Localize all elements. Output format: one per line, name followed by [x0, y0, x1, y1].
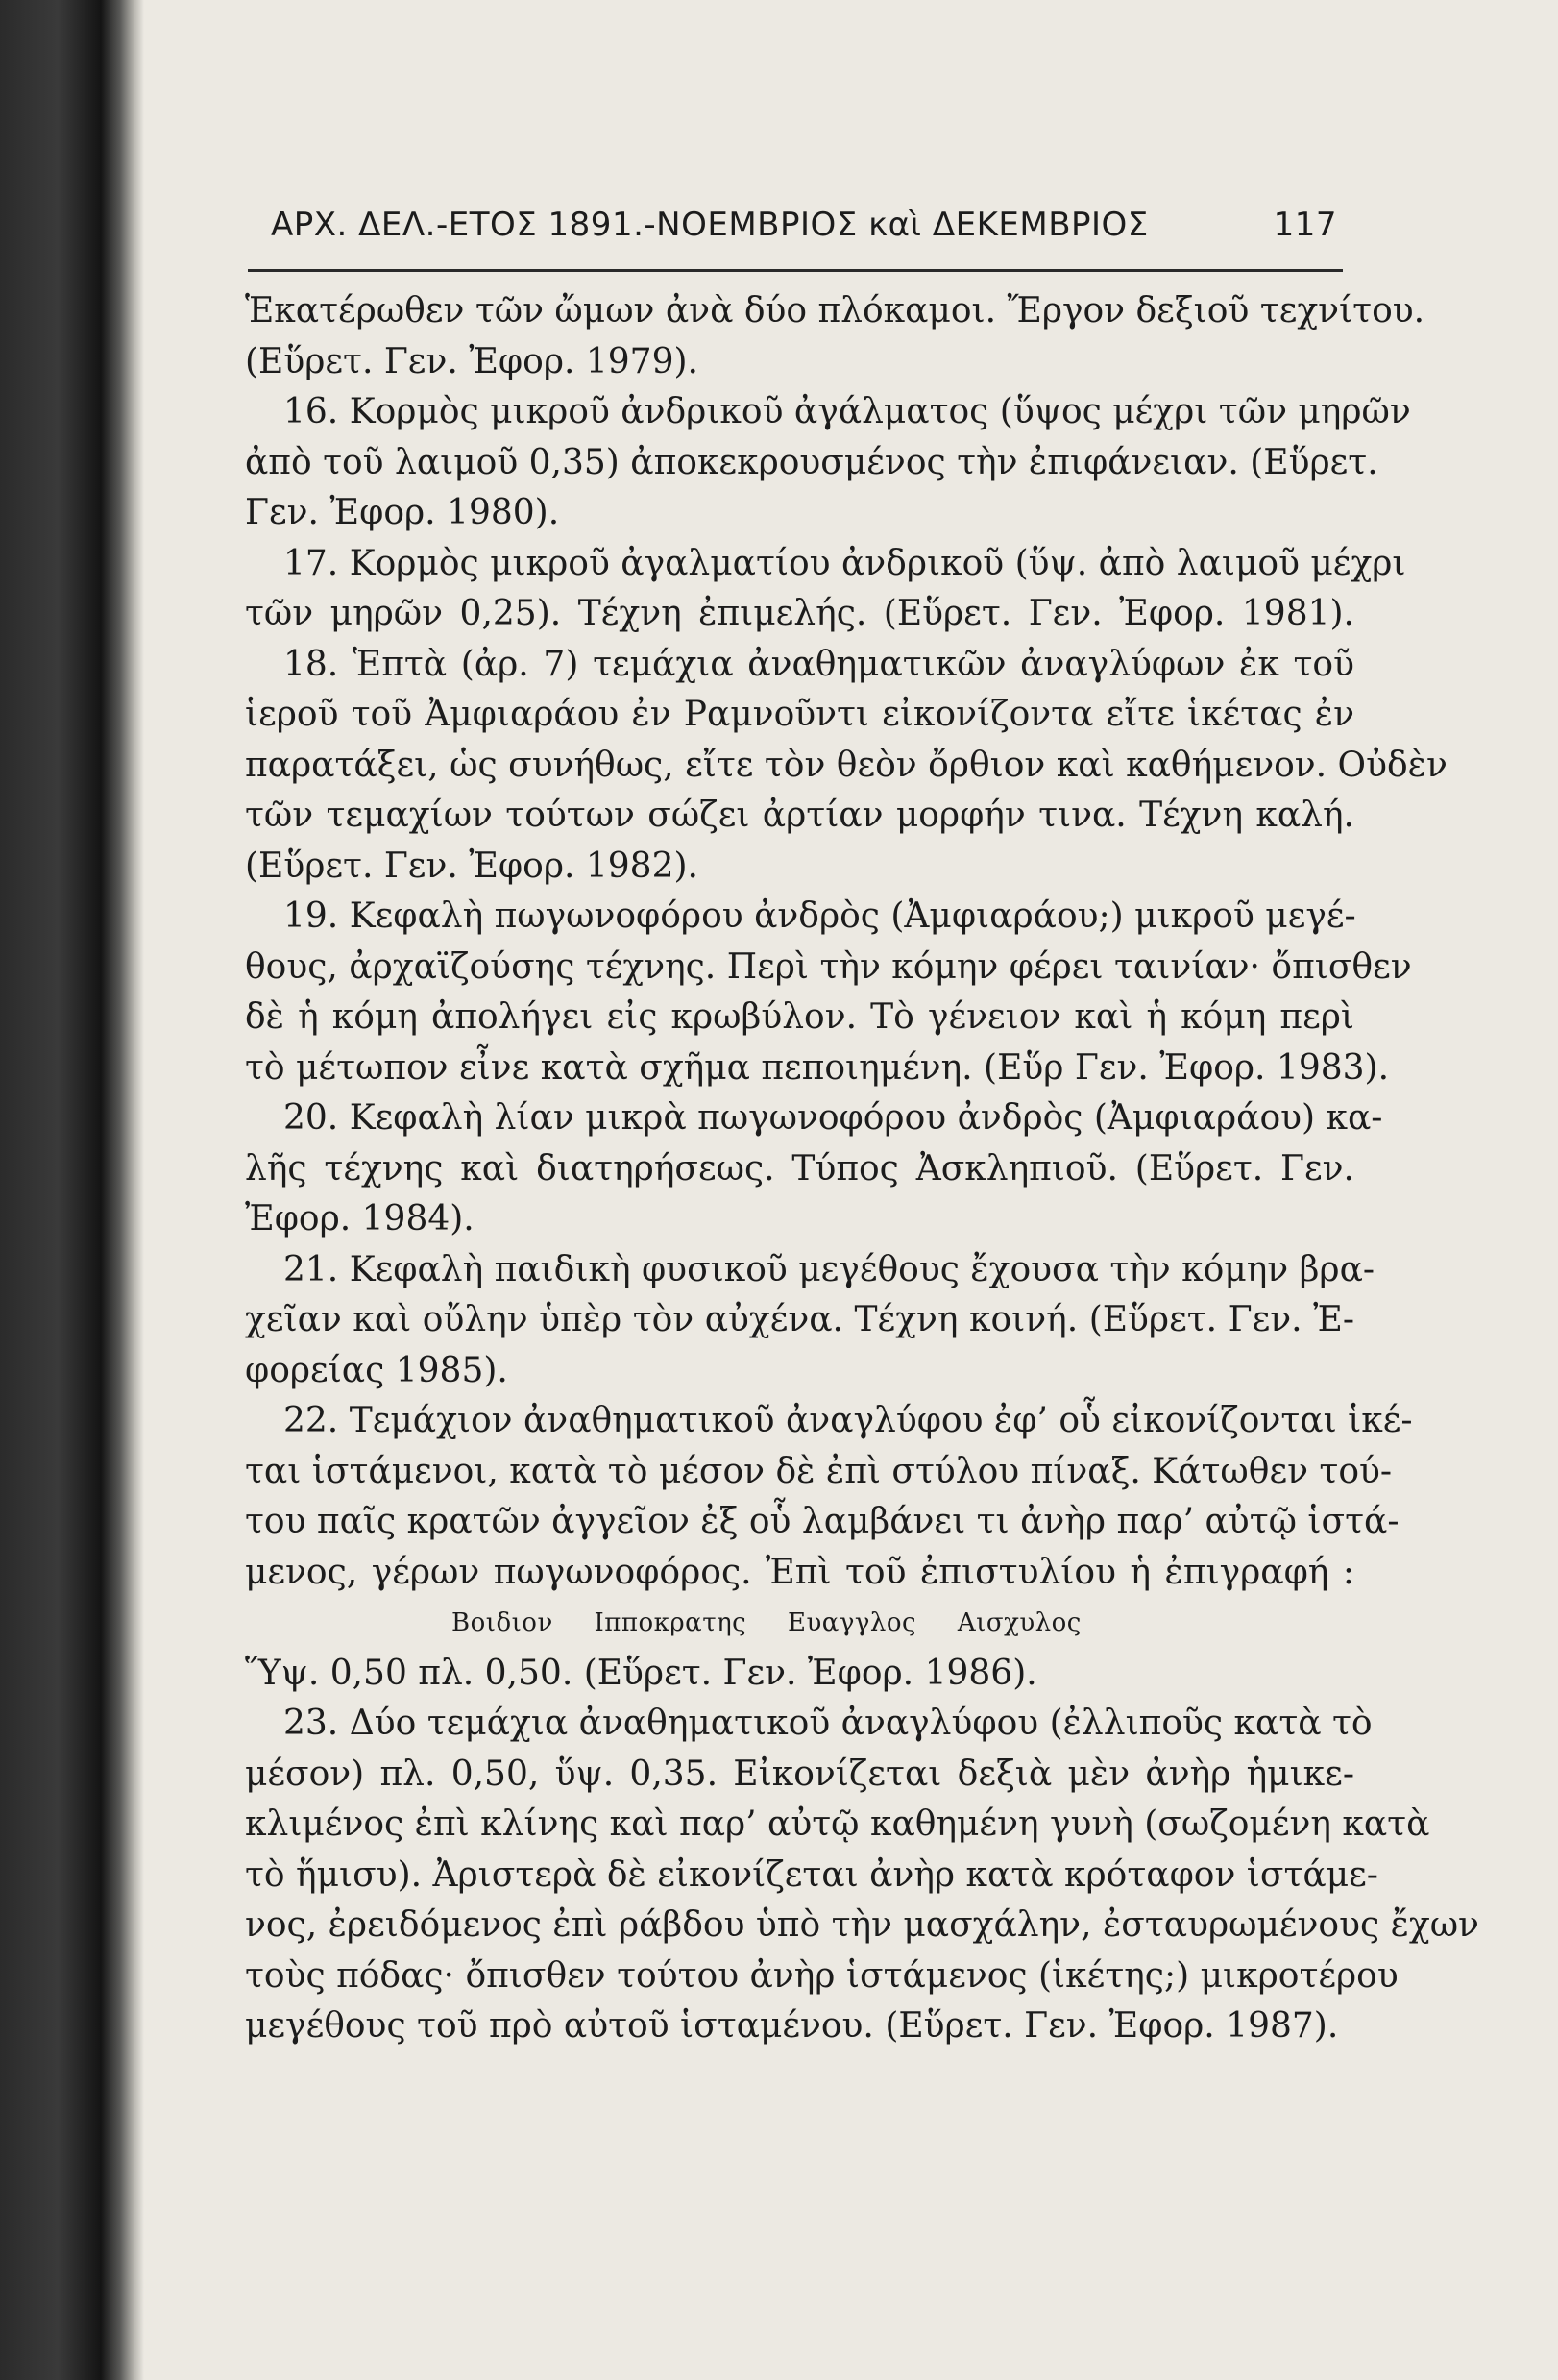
entry-18-start: 18. Ἑπτὰ (ἀρ. 7) τεμάχια ἀναθηματικῶν ἀναγλύφων ἐκ τοῦ — [283, 644, 1354, 684]
entry-20-start: 20. Κεφαλὴ λίαν μικρὰ πωγωνοφόρου ἀνδρὸς (Ἀμφιαράου) κα- — [283, 1098, 1383, 1138]
text-line: φορείας 1985). — [245, 1350, 508, 1390]
text-line: τῶν τεμαχίων τούτων σώζει ἀρτίαν μορφήν τινα. Τέχνη καλή. — [245, 796, 1354, 835]
entry-19-start: 19. Κεφαλὴ πωγωνοφόρου ἀνδρὸς (Ἀμφιαράου;) μικροῦ μεγέ- — [283, 896, 1356, 936]
text-line: (Εὕρετ. Γεν. Ἐφορ. 1979). — [245, 341, 698, 381]
running-head-title: ΑΡΧ. ΔΕΛ.-ΕΤΟΣ 1891.-ΝΟΕΜΒΡΙΟΣ καὶ ΔΕΚΕΜΒΡΙΟΣ — [271, 206, 1149, 244]
text-line: τὸ ἥμισυ). Ἀριστερὰ δὲ εἰκονίζεται ἀνὴρ κατὰ κρόταφον ἱστάμε- — [245, 1854, 1378, 1895]
inscription-names: Βοιδιον Ιπποκρατης Ευαγγλος Αισχυλος — [451, 1608, 1082, 1637]
text-line: κλιμένος ἐπὶ κλίνης καὶ παρ’ αὐτῷ καθημένη γυνὴ (σωζομένη κατὰ — [245, 1804, 1430, 1844]
text-line: μεγέθους τοῦ πρὸ αὐτοῦ ἱσταμένου. (Εὕρετ. Γεν. Ἐφορ. 1987). — [245, 2006, 1339, 2046]
page-number: 117 — [1273, 206, 1337, 244]
text-line: παρατάξει, ὡς συνήθως, εἴτε τὸν θεὸν ὄρθιον καὶ καθήμενον. Οὐδὲν — [245, 745, 1448, 785]
entry-22-start: 22. Τεμάχιον ἀναθηματικοῦ ἀναγλύφου ἐφ’ οὗ εἰκονίζονται ἱκέ- — [283, 1401, 1413, 1440]
text-line: Ἑκατέρωθεν τῶν ὤμων ἀνὰ δύο πλόκαμοι. Ἔργον δεξιοῦ τεχνίτου. — [245, 291, 1425, 331]
text-line: τοὺς πόδας· ὄπισθεν τούτου ἀνὴρ ἱστάμενος (ἱκέτης;) μικροτέρου — [245, 1955, 1399, 1996]
text-line: θους, ἀρχαϊζούσης τέχνης. Περὶ τὴν κόμην φέρει ταινίαν· ὄπισθεν — [245, 946, 1412, 987]
text-line: τῶν μηρῶν 0,25). Τέχνη ἐπιμελής. (Εὕρετ. Γεν. Ἐφορ. 1981). — [245, 594, 1354, 633]
entry-16-start: 16. Κορμὸς μικροῦ ἀνδρικοῦ ἀγάλματος (ὕψος μέχρι τῶν μηρῶν — [283, 392, 1411, 431]
text-line: λῆς τέχνης καὶ διατηρήσεως. Τύπος Ἀσκληπιοῦ. (Εὕρετ. Γεν. — [245, 1148, 1354, 1189]
text-line: ἱεροῦ τοῦ Ἀμφιαράου ἐν Ραμνοῦντι εἰκονίζοντα εἴτε ἱκέτας ἐν — [245, 695, 1354, 734]
book-spine-shadow — [0, 0, 144, 2380]
entry-17-start: 17. Κορμὸς μικροῦ ἀγαλματίου ἀνδρικοῦ (ὕψ. ἀπὸ λαιμοῦ μέχρι — [283, 543, 1406, 583]
entry-21-start: 21. Κεφαλὴ παιδικὴ φυσικοῦ μεγέθους ἔχουσα τὴν κόμην βρα- — [283, 1249, 1375, 1289]
text-line: ται ἱστάμενοι, κατὰ τὸ μέσον δὲ ἐπὶ στύλου πίναξ. Κάτωθεν τού- — [245, 1451, 1393, 1491]
header-rule — [248, 269, 1343, 272]
text-line: Γεν. Ἐφορ. 1980). — [245, 493, 560, 532]
text-line: μέσον) πλ. 0,50, ὕψ. 0,35. Εἰκονίζεται δεξιὰ μὲν ἀνὴρ ἡμικε- — [245, 1754, 1354, 1794]
text-line: (Εὕρετ. Γεν. Ἐφορ. 1982). — [245, 846, 698, 886]
text-line: Ἐφορ. 1984). — [245, 1199, 475, 1239]
text-line: ἀπὸ τοῦ λαιμοῦ 0,35) ἀποκεκρουσμένος τὴν ἐπιφάνειαν. (Εὕρετ. — [245, 442, 1378, 482]
running-header — [271, 206, 1337, 254]
text-line: δὲ ἡ κόμη ἀπολήγει εἰς κρωβύλον. Τὸ γένειον καὶ ἡ κόμη περὶ — [245, 997, 1354, 1037]
text-line: τὸ μέτωπον εἶνε κατὰ σχῆμα πεποιημένη. (Εὕρ Γεν. Ἐφορ. 1983). — [245, 1047, 1390, 1088]
text-line: χεῖαν καὶ οὔλην ὑπὲρ τὸν αὐχένα. Τέχνη κοινή. (Εὕρετ. Γεν. Ἐ- — [245, 1300, 1354, 1339]
text-line: μενος, γέρων πωγωνοφόρος. Ἐπὶ τοῦ ἐπιστυλίου ἡ ἐπιγραφή : — [245, 1552, 1354, 1592]
text-line: Ὕψ. 0,50 πλ. 0,50. (Εὕρετ. Γεν. Ἐφορ. 1986). — [245, 1653, 1037, 1693]
entry-23-start: 23. Δύο τεμάχια ἀναθηματικοῦ ἀναγλύφου (ἐλλιποῦς κατὰ τὸ — [283, 1704, 1373, 1743]
text-line: του παῖς κρατῶν ἀγγεῖον ἐξ οὗ λαμβάνει τι ἀνὴρ παρ’ αὐτῷ ἱστά- — [245, 1502, 1400, 1541]
text-line: νος, ἐρειδόμενος ἐπὶ ράβδου ὑπὸ τὴν μασχάλην, ἐσταυρωμένους ἔχων — [245, 1905, 1479, 1945]
body-text — [245, 286, 1479, 2052]
